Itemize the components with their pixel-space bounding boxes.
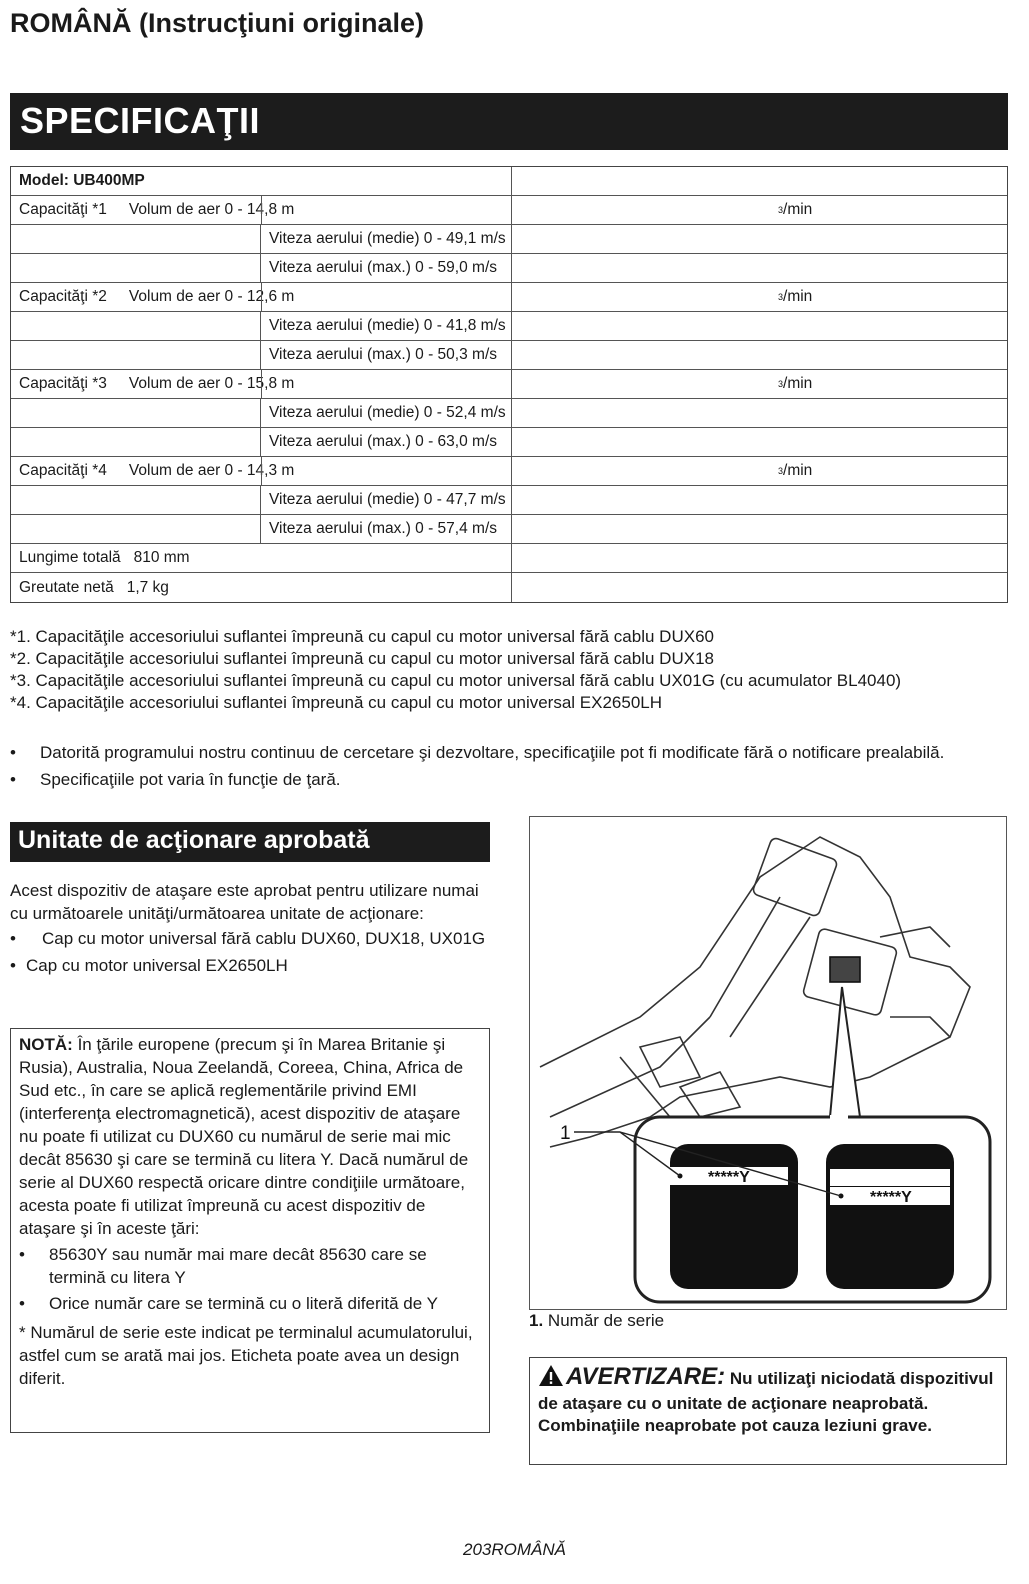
net-weight-row bbox=[11, 573, 1007, 602]
unit-superscript: 3 bbox=[778, 466, 784, 476]
specifications-heading: SPECIFICAŢII bbox=[10, 93, 1008, 150]
caption-number: 1. bbox=[529, 1311, 544, 1330]
max-speed-value: Viteza aerului (max.) 0 - 59,0 m/s bbox=[269, 259, 497, 276]
caption-text: Număr de serie bbox=[547, 1311, 665, 1330]
warning-box bbox=[529, 1357, 1007, 1465]
approved-unit: Cap cu motor universal fără cablu DUX60, DUX18, UX01G bbox=[42, 929, 486, 948]
capacity-label: Capacităţi *4 bbox=[19, 462, 107, 479]
max-speed-value: Viteza aerului (max.) 0 - 50,3 m/s bbox=[269, 346, 497, 363]
total-length-row bbox=[11, 544, 1007, 573]
unit-label: /min bbox=[783, 288, 813, 305]
approved-unit-heading: Unitate de acţionare aprobată bbox=[10, 822, 490, 862]
list-item: • Cap cu motor universal fără cablu DUX60, DUX18, UX01G bbox=[10, 929, 486, 948]
total-length-value: Lungime totală 810 mm bbox=[19, 549, 190, 566]
model-label: Model: UB400MP bbox=[19, 172, 145, 189]
footnote: *3. Capacităţile accesoriului suflantei împreună cu capul cu motor universal fără cablu UX01G (cu acumulator BL4040) bbox=[10, 671, 902, 690]
max-speed-row bbox=[11, 254, 1007, 283]
unit-superscript: 3 bbox=[778, 379, 784, 389]
capacity-label: Capacităţi *1 bbox=[19, 201, 107, 218]
unit-label: /min bbox=[783, 201, 813, 218]
footnote: *4. Capacităţile accesoriului suflantei împreună cu capul cu motor universal EX2650LH bbox=[10, 693, 663, 712]
air-volume-value: Volum de aer 0 - 14,3 m bbox=[128, 462, 295, 479]
unit-label: /min bbox=[783, 462, 813, 479]
specifications-table bbox=[10, 166, 1008, 603]
list-item: • Datorită programului nostru continuu de cercetare şi dezvoltare, specificaţiile pot fi modificate fără o notificare prealabilă. bbox=[10, 742, 1000, 764]
avg-speed-value: Viteza aerului (medie) 0 - 52,4 m/s bbox=[269, 404, 506, 421]
model-row bbox=[11, 167, 1007, 196]
serial-text-right: *****Y bbox=[870, 1189, 912, 1206]
avg-speed-row bbox=[11, 486, 1007, 515]
spec-notes bbox=[10, 742, 1000, 796]
max-speed-row bbox=[11, 515, 1007, 544]
approval-intro: Acest dispozitiv de ataşare este aprobat pentru utilizare numai cu următoarele unităţi/următoarea unitate de acţionare: bbox=[10, 881, 479, 923]
unit-superscript: 3 bbox=[778, 205, 784, 215]
capacity-label: Capacităţi *3 bbox=[19, 375, 107, 392]
note-condition: Orice număr care se termină cu o literă diferită de Y bbox=[49, 1294, 438, 1313]
list-item: • Cap cu motor universal EX2650LH bbox=[10, 956, 288, 975]
unit-label: /min bbox=[783, 375, 813, 392]
air-volume-value: Volum de aer 0 - 15,8 m bbox=[128, 375, 295, 392]
max-speed-value: Viteza aerului (max.) 0 - 63,0 m/s bbox=[269, 433, 497, 450]
warning-title: AVERTIZARE: bbox=[566, 1363, 726, 1390]
note-extra: * Numărul de serie este indicat pe terminalul acumulatorului, astfel cum se arată mai jos. Eticheta poate avea un design diferit. bbox=[19, 1323, 473, 1388]
capacity-row bbox=[11, 196, 1007, 225]
air-volume-value: Volum de aer 0 - 12,6 m bbox=[128, 288, 295, 305]
footnote: *2. Capacităţile accesoriului suflantei împreună cu capul cu motor universal fără cablu DUX18 bbox=[10, 649, 714, 668]
note-box bbox=[10, 1028, 490, 1433]
footnotes bbox=[10, 626, 1000, 714]
avg-speed-row bbox=[11, 312, 1007, 341]
max-speed-value: Viteza aerului (max.) 0 - 57,4 m/s bbox=[269, 520, 497, 537]
avg-speed-value: Viteza aerului (medie) 0 - 47,7 m/s bbox=[269, 491, 506, 508]
terminal-label-left bbox=[670, 1144, 798, 1289]
capacity-row bbox=[11, 457, 1007, 486]
note-label: NOTĂ: bbox=[19, 1035, 73, 1054]
serial-number-figure bbox=[529, 816, 1007, 1310]
air-volume-value: Volum de aer 0 - 14,8 m bbox=[128, 201, 295, 218]
figure-caption bbox=[529, 1311, 664, 1331]
capacity-row bbox=[11, 283, 1007, 312]
avg-speed-value: Viteza aerului (medie) 0 - 41,8 m/s bbox=[269, 317, 506, 334]
footnote: *1. Capacităţile accesoriului suflantei împreună cu capul cu motor universal fără cablu DUX60 bbox=[10, 627, 714, 646]
approved-unit: Cap cu motor universal EX2650LH bbox=[26, 956, 288, 975]
capacity-label: Capacităţi *2 bbox=[19, 288, 107, 305]
tool-illustration bbox=[530, 817, 1006, 1309]
net-weight-value: Greutate netă 1,7 kg bbox=[19, 578, 169, 596]
list-item: • Orice număr care se termină cu o literă diferită de Y bbox=[19, 1294, 438, 1313]
max-speed-row bbox=[11, 341, 1007, 370]
avg-speed-row bbox=[11, 225, 1007, 254]
avg-speed-row bbox=[11, 399, 1007, 428]
avg-speed-value: Viteza aerului (medie) 0 - 49,1 m/s bbox=[269, 230, 506, 247]
note-text: În ţările europene (precum şi în Marea Britanie şi Rusia), Australia, Noua Zeelandă, Coreea, China, Africa de Sud etc., în care se aplică reglementările privind EMI (interferenţa electromagnetică), acest dispozitiv de ataşare nu poate fi utilizat cu DUX60 cu numărul de serie mai mic decât 85630 şi care se termină cu litera Y. Dacă numărul de serie al DUX60 respectă oricare dintre condiţiile următoare, acesta poate fi utilizat împreună cu acest dispozitiv de ataşare şi în aceste ţări: bbox=[19, 1035, 469, 1238]
serial-text-left: *****Y bbox=[708, 1169, 750, 1186]
terminal-label-right bbox=[826, 1144, 954, 1289]
warning-triangle-icon bbox=[538, 1364, 564, 1393]
bullet-text: Specificaţiile pot varia în funcţie de ţară. bbox=[40, 770, 341, 789]
approval-section bbox=[10, 879, 495, 977]
unit-superscript: 3 bbox=[778, 292, 784, 302]
page-title: ROMÂNĂ (Instrucţiuni originale) bbox=[10, 8, 424, 38]
warning-text: Nu utilizaţi niciodată dispozitivul de ataşare cu o unitate de acţionare neaprobată. Combinaţiile neaprobate pot cauza leziuni grave. bbox=[538, 1369, 994, 1435]
note-condition: 85630Y sau număr mai mare decât 85630 care se termină cu litera Y bbox=[49, 1245, 427, 1287]
capacity-row bbox=[11, 370, 1007, 399]
bullet-text: Datorită programului nostru continuu de cercetare şi dezvoltare, specificaţiile pot fi modificate fără o notificare prealabilă. bbox=[40, 743, 945, 762]
page-number: 203ROMÂNĂ bbox=[463, 1540, 566, 1559]
max-speed-row bbox=[11, 428, 1007, 457]
callout-number: 1 bbox=[560, 1123, 571, 1144]
list-item: • Specificaţiile pot varia în funcţie de ţară. bbox=[10, 769, 1000, 791]
list-item: • 85630Y sau număr mai mare decât 85630 care se termină cu litera Y bbox=[19, 1243, 481, 1289]
